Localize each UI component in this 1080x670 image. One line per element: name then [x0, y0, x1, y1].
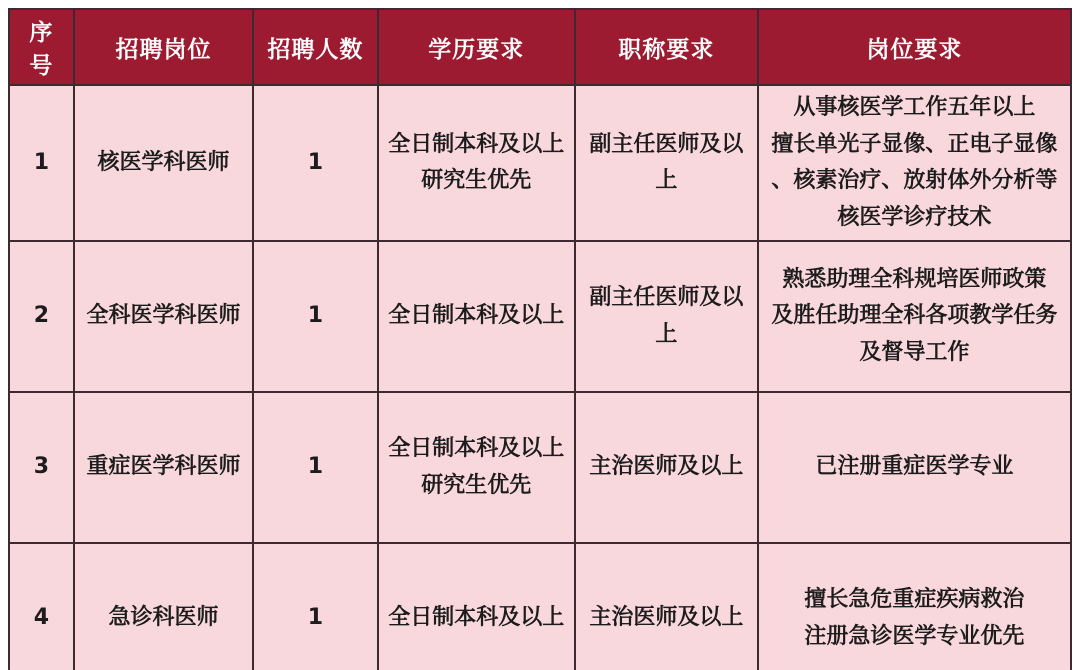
education-cell: [378, 85, 576, 241]
column-header-education: 学历要求: [378, 9, 576, 85]
education-line: 全日制本科及以上: [388, 605, 565, 631]
table-row: [9, 241, 1071, 392]
requirements-cell: [758, 85, 1071, 241]
table-row: [9, 543, 1071, 670]
title-cell: 副主任医师及以上: [575, 85, 758, 241]
requirements-line: 及胜任助理全科各项教学任务: [771, 303, 1058, 329]
education-line: 全日制本科及以上: [388, 303, 565, 329]
table-header-row: [9, 9, 1071, 85]
title-cell: 主治医师及以上: [575, 392, 758, 543]
table-body: [9, 85, 1071, 670]
education-line: 研究生优先: [421, 472, 532, 498]
column-header-serial: 序号: [9, 9, 74, 85]
count-cell: 1: [253, 392, 377, 543]
requirements-line: 、核素治疗、放射体外分析等: [771, 168, 1058, 194]
position-cell: 核医学科医师: [74, 85, 253, 241]
education-line: 全日制本科及以上: [388, 436, 565, 462]
requirements-cell: [758, 241, 1071, 392]
count-cell: 1: [253, 241, 377, 392]
requirements-line: 擅长急危重症疾病救治: [804, 587, 1025, 613]
column-header-headcount: 招聘人数: [253, 9, 377, 85]
requirements-line: 从事核医学工作五年以上: [793, 95, 1036, 120]
requirements-cell: [758, 392, 1071, 543]
requirements-cell: [758, 543, 1071, 670]
requirements-line: 注册急诊医学专业优先: [804, 623, 1025, 649]
column-header-requirements: 岗位要求: [758, 9, 1071, 85]
education-cell: [378, 241, 576, 392]
count-cell: 1: [253, 85, 377, 241]
title-cell: 主治医师及以上: [575, 543, 758, 670]
title-cell: 副主任医师及以上: [575, 241, 758, 392]
no-cell: 1: [9, 85, 74, 241]
no-cell: 2: [9, 241, 74, 392]
education-line: 研究生优先: [421, 168, 532, 194]
table-row: [9, 392, 1071, 543]
education-line: 全日制本科及以上: [388, 131, 565, 157]
position-cell: 全科医学科医师: [74, 241, 253, 392]
education-cell: [378, 392, 576, 543]
no-cell: 4: [9, 543, 74, 670]
requirements-line: 已注册重症医学专业: [815, 454, 1014, 480]
requirements-line: 擅长单光子显像、正电子显像: [771, 131, 1058, 157]
position-cell: 急诊科医师: [74, 543, 253, 670]
column-header-title: 职称要求: [575, 9, 758, 85]
column-header-position: 招聘岗位: [74, 9, 253, 85]
position-cell: 重症医学科医师: [74, 392, 253, 543]
requirements-line: 核医学诊疗技术: [837, 204, 992, 230]
count-cell: 1: [253, 543, 377, 670]
requirements-line: 熟悉助理全科规培医师政策: [782, 266, 1047, 292]
recruitment-table: [8, 8, 1072, 670]
table-row: [9, 85, 1071, 241]
no-cell: 3: [9, 392, 74, 543]
requirements-line: 及督导工作: [859, 339, 970, 365]
education-cell: [378, 543, 576, 670]
